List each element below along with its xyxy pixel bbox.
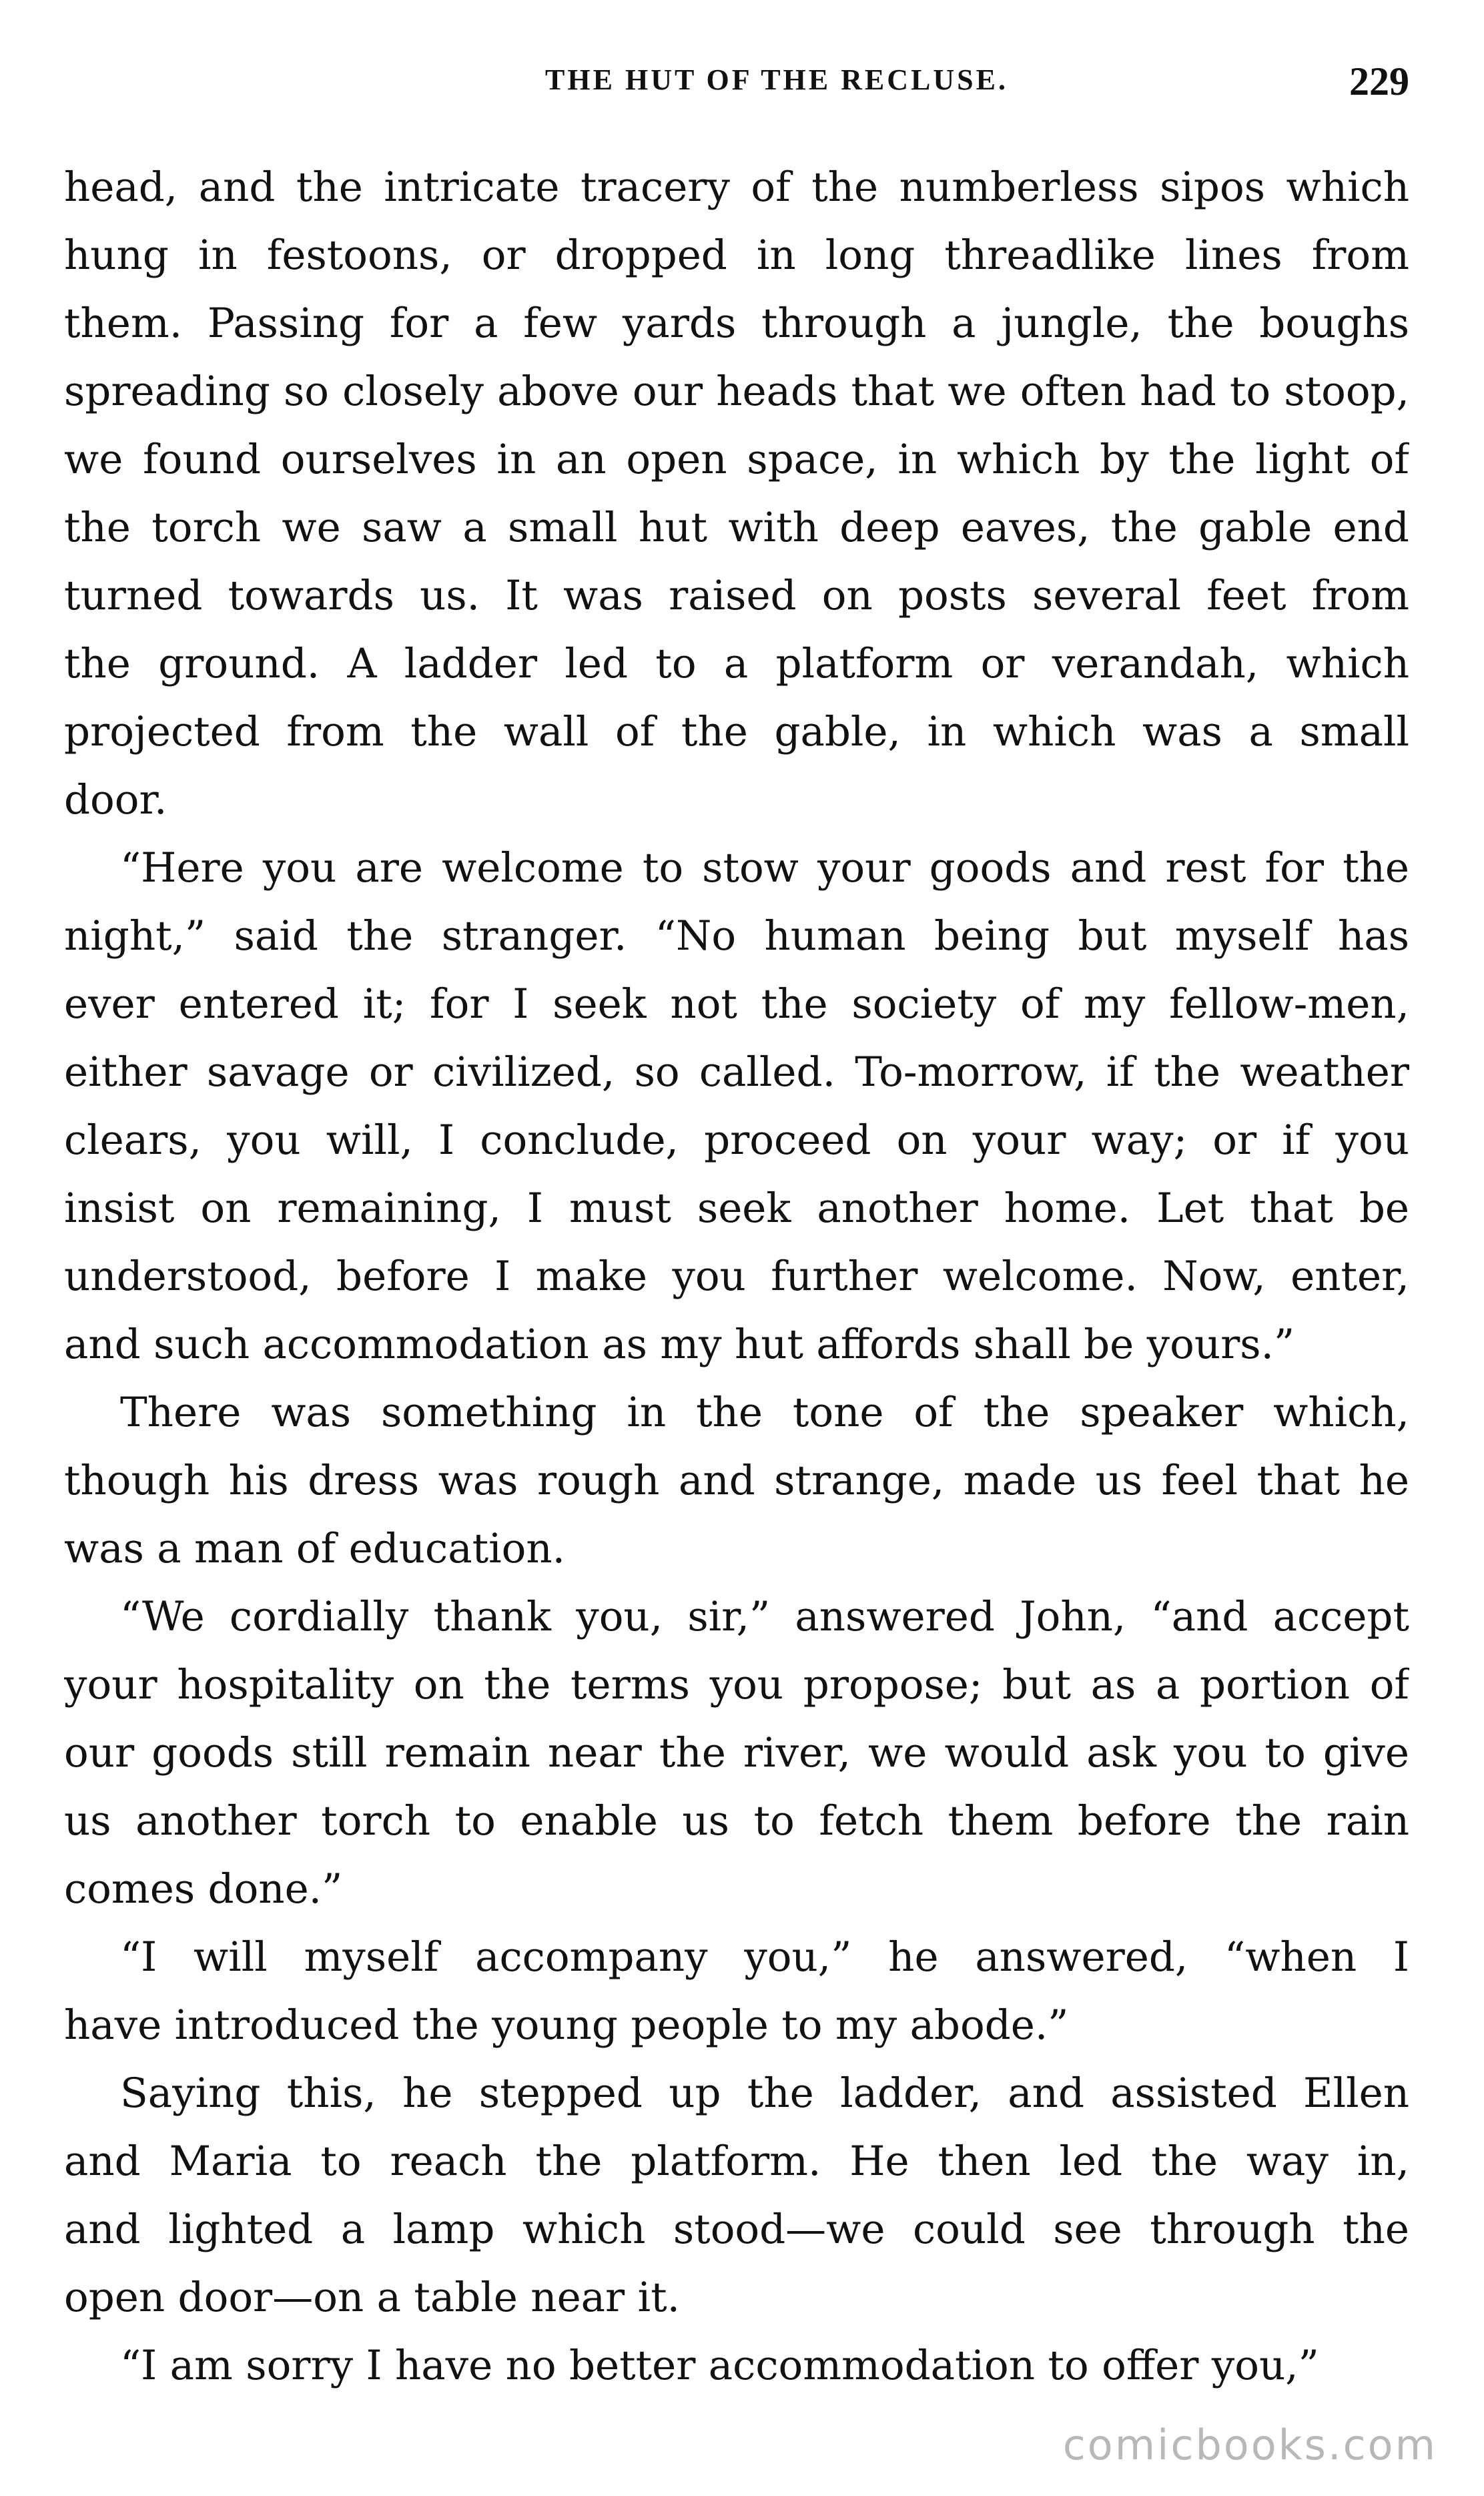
- running-title: THE HUT OF THE RECLUSE.: [545, 63, 1008, 96]
- text-line: door.: [64, 776, 167, 824]
- text-line: head, and the intricate tracery of the numberless sipos which: [64, 164, 1409, 211]
- text-line: turned towards us. It was raised on posts several feet from: [64, 572, 1409, 619]
- text-line: “We cordially thank you, sir,” answered John, “and accept: [120, 1593, 1409, 1640]
- text-line: “Here you are welcome to stow your goods and rest for the: [120, 844, 1409, 892]
- text-line: open door—on a table near it.: [64, 2274, 681, 2321]
- text-line: ever entered it; for I seek not the society of my fellow-men,: [64, 980, 1409, 1028]
- text-line: them. Passing for a few yards through a jungle, the boughs: [64, 300, 1409, 347]
- text-line: the ground. A ladder led to a platform or verandah, which: [64, 640, 1409, 687]
- text-line: clears, you will, I conclude, proceed on your way; or if you: [64, 1117, 1409, 1164]
- text-line: Saying this, he stepped up the ladder, and assisted Ellen: [120, 2070, 1409, 2117]
- text-line: either savage or civilized, so called. To-morrow, if the weather: [64, 1048, 1409, 1096]
- text-line: your hospitality on the terms you propose; but as a portion of: [64, 1661, 1409, 1708]
- text-line: us another torch to enable us to fetch them before the rain: [64, 1797, 1409, 1845]
- text-line: “I will myself accompany you,” he answered, “when I: [120, 1933, 1409, 1981]
- watermark: comicbooks.com: [1062, 2421, 1437, 2469]
- text-line: and Maria to reach the platform. He then led the way in,: [64, 2138, 1409, 2185]
- text-line: have introduced the young people to my abode.”: [64, 2001, 1069, 2049]
- text-line: the torch we saw a small hut with deep eaves, the gable end: [64, 504, 1409, 551]
- text-line: was a man of education.: [64, 1525, 566, 1572]
- text-line: and such accommodation as my hut affords shall be yours.”: [64, 1321, 1295, 1368]
- page-number: 229: [1349, 59, 1409, 103]
- text-line: projected from the wall of the gable, in which was a small: [64, 708, 1409, 755]
- text-line: comes done.”: [64, 1865, 343, 1913]
- text-line: and lighted a lamp which stood—we could see through the: [64, 2206, 1409, 2253]
- running-head: [64, 59, 1409, 112]
- text-line: hung in festoons, or dropped in long threadlike lines from: [64, 232, 1409, 279]
- text-line: insist on remaining, I must seek another home. Let that be: [64, 1185, 1409, 1232]
- text-line: spreading so closely above our heads that we often had to stoop,: [64, 368, 1409, 415]
- text-line: “I am sorry I have no better accommodation to offer you,”: [120, 2342, 1319, 2389]
- text-line: night,” said the stranger. “No human being but myself has: [64, 912, 1409, 960]
- text-line: There was something in the tone of the speaker which,: [120, 1389, 1409, 1436]
- text-line: understood, before I make you further welcome. Now, enter,: [64, 1253, 1409, 1300]
- text-line: we found ourselves in an open space, in which by the light of: [64, 436, 1409, 483]
- text-line: though his dress was rough and strange, made us feel that he: [64, 1457, 1409, 1504]
- body-text: [64, 153, 1409, 2400]
- text-line: our goods still remain near the river, we would ask you to give: [64, 1729, 1409, 1777]
